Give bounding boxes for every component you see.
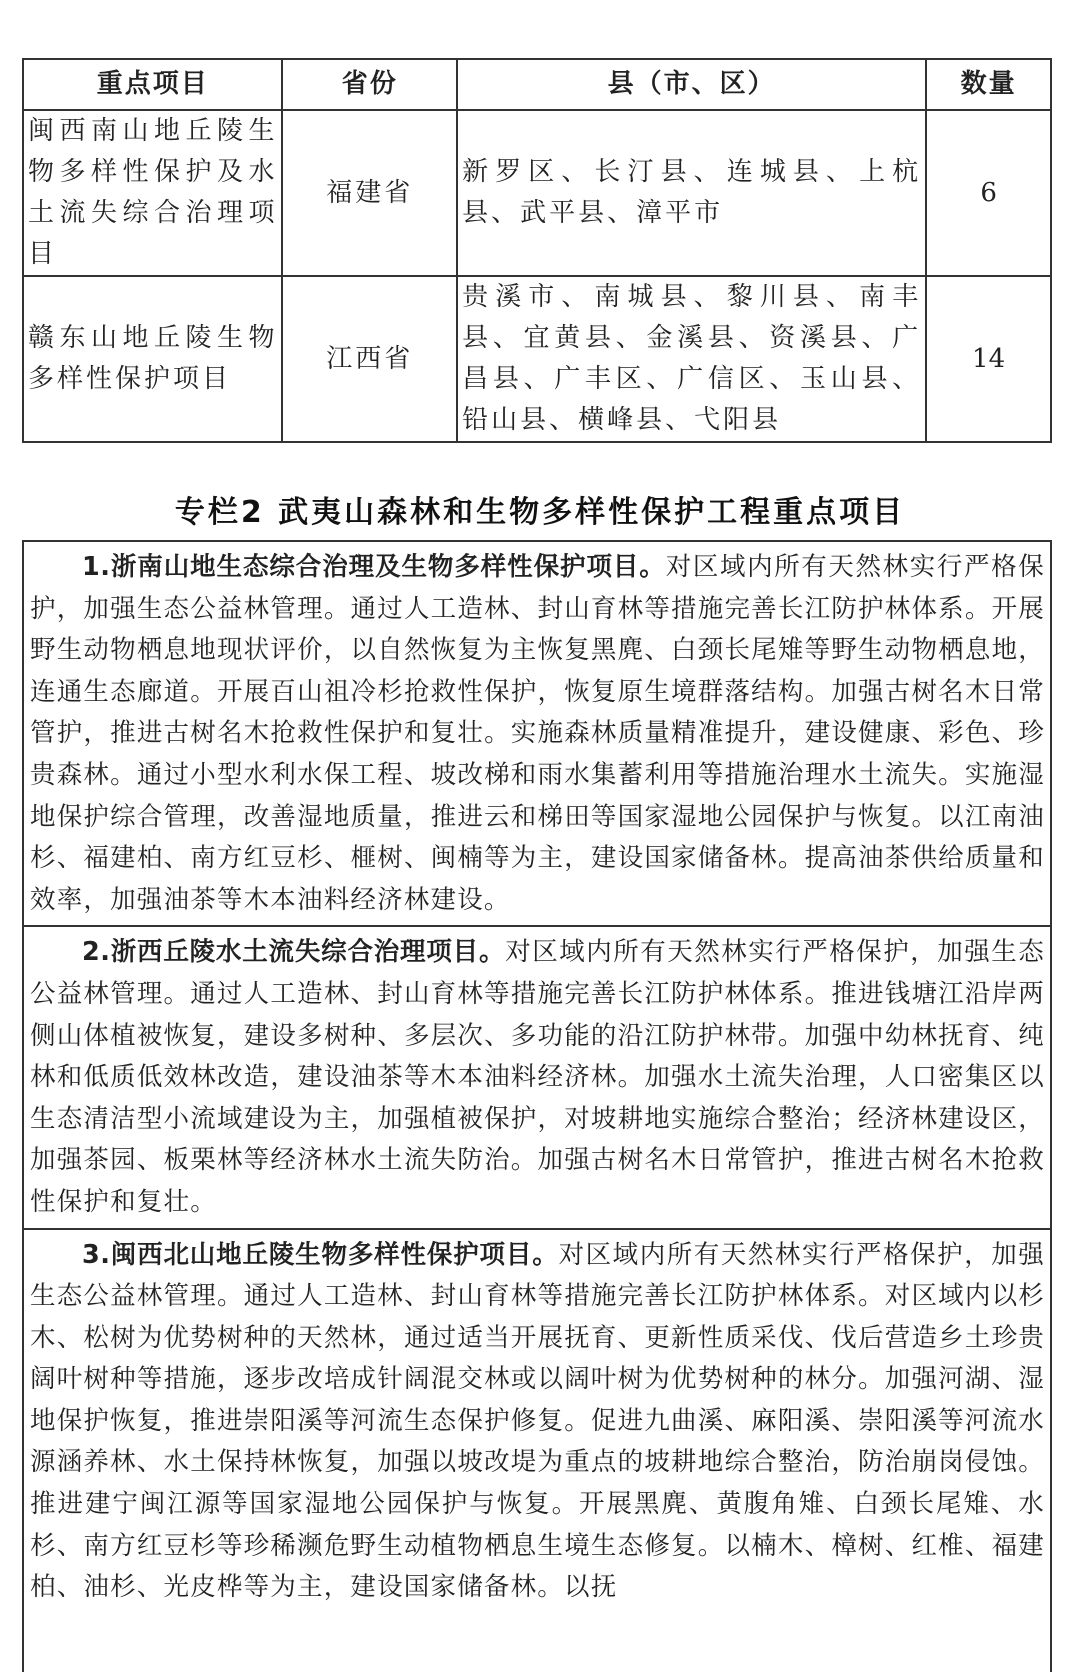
cell-count: 6 [926,110,1051,276]
cell-province: 江西省 [282,276,457,442]
project-item-2 [24,927,1050,1229]
header-province: 省份 [282,59,457,110]
header-project: 重点项目 [23,59,282,110]
project-heading: 1.浙南山地生态综合治理及生物多样性保护项目。 [82,552,666,582]
cell-counties: 贵溪市、南城县、黎川县、南丰县、宜黄县、金溪县、资溪县、广昌县、广丰区、广信区、玉山县、铅山县、横峰县、弋阳县 [457,276,926,442]
column-box [22,540,1052,1672]
project-heading: 2.浙西丘陵水土流失综合治理项目。 [82,937,506,968]
cell-project: 赣东山地丘陵生物多样性保护项目 [23,276,282,442]
project-item-3 [24,1230,1050,1613]
cell-counties: 新罗区、长汀县、连城县、上杭县、武平县、漳平市 [457,110,926,276]
header-count: 数量 [926,59,1051,110]
project-body: 对区域内所有天然林实行严格保护，加强生态公益林管理。通过人工造林、封山育林等措施完善长江防护林体系。对区域内以杉木、松树为优势树种的天然林，通过适当开展抚育、更新性质采伐、伐后营造乡土珍贵阔叶树种等措施，逐步改培成针阔混交林或以阔叶树为优势树种的林分。加强河湖、湿地保护恢复，推进崇阳溪等河流生态保护修复。促进九曲溪、麻阳溪、崇阳溪等河流水源涵养林、水土保持林恢复，加强以坡改堤为重点的坡耕地综合整治，防治崩岗侵蚀。推进建宁闽江源等国家湿地公园保护与恢复。开展黑麂、黄腹角雉、白颈长尾雉、水杉、南方红豆杉等珍稀濒危野生动植物栖息生境生态修复。以楠木、樟树、红椎、福建柏、油杉、光皮桦等为主，建设国家储备林。以抚 [30,1239,1045,1603]
column-title: 专栏2 武夷山森林和生物多样性保护工程重点项目 [174,495,906,530]
cell-province: 福建省 [282,110,457,276]
project-body: 对区域内所有天然林实行严格保护，加强生态公益林管理。通过人工造林、封山育林等措施完善长江防护林体系。推进钱塘江沿岸两侧山体植被恢复，建设多树种、多层次、多功能的沿江防护林带。加强中幼林抚育、纯林和低质低效林改造，建设油茶等木本油料经济林。加强水土流失治理，人口密集区以生态清洁型小流域建设为主，加强植被保护，对坡耕地实施综合整治；经济林建设区，加强茶园、板栗林等经济林水土流失防治。加强古树名木日常管护，推进古树名木抢救性保护和复壮。 [30,937,1045,1217]
cell-project: 闽西南山地丘陵生物多样性保护及水土流失综合治理项目 [23,110,282,276]
table-header-row [23,59,1051,110]
project-item-1 [24,542,1050,927]
table-row [23,110,1051,276]
table-row [23,276,1051,442]
header-counties: 县（市、区） [457,59,926,110]
project-body: 对区域内所有天然林实行严格保护，加强生态公益林管理。通过人工造林、封山育林等措施完善长江防护林体系。开展野生动物栖息地现状评价，以自然恢复为主恢复黑麂、白颈长尾雉等野生动物栖息地，连通生态廊道。开展百山祖冷杉抢救性保护，恢复原生境群落结构。加强古树名木日常管护，推进古树名木抢救性保护和复壮。实施森林质量精准提升，建设健康、彩色、珍贵森林。通过小型水利水保工程、坡改梯和雨水集蓄利用等措施治理水土流失。实施湿地保护综合管理，改善湿地质量，推进云和梯田等国家湿地公园保护与恢复。以江南油杉、福建柏、南方红豆杉、榧树、闽楠等为主，建设国家储备林。提高油茶供给质量和效率，加强油茶等木本油料经济林建设。 [30,552,1045,915]
key-projects-table [22,58,1052,443]
cell-count: 14 [926,276,1051,442]
project-heading: 3.闽西北山地丘陵生物多样性保护项目。 [82,1239,559,1270]
